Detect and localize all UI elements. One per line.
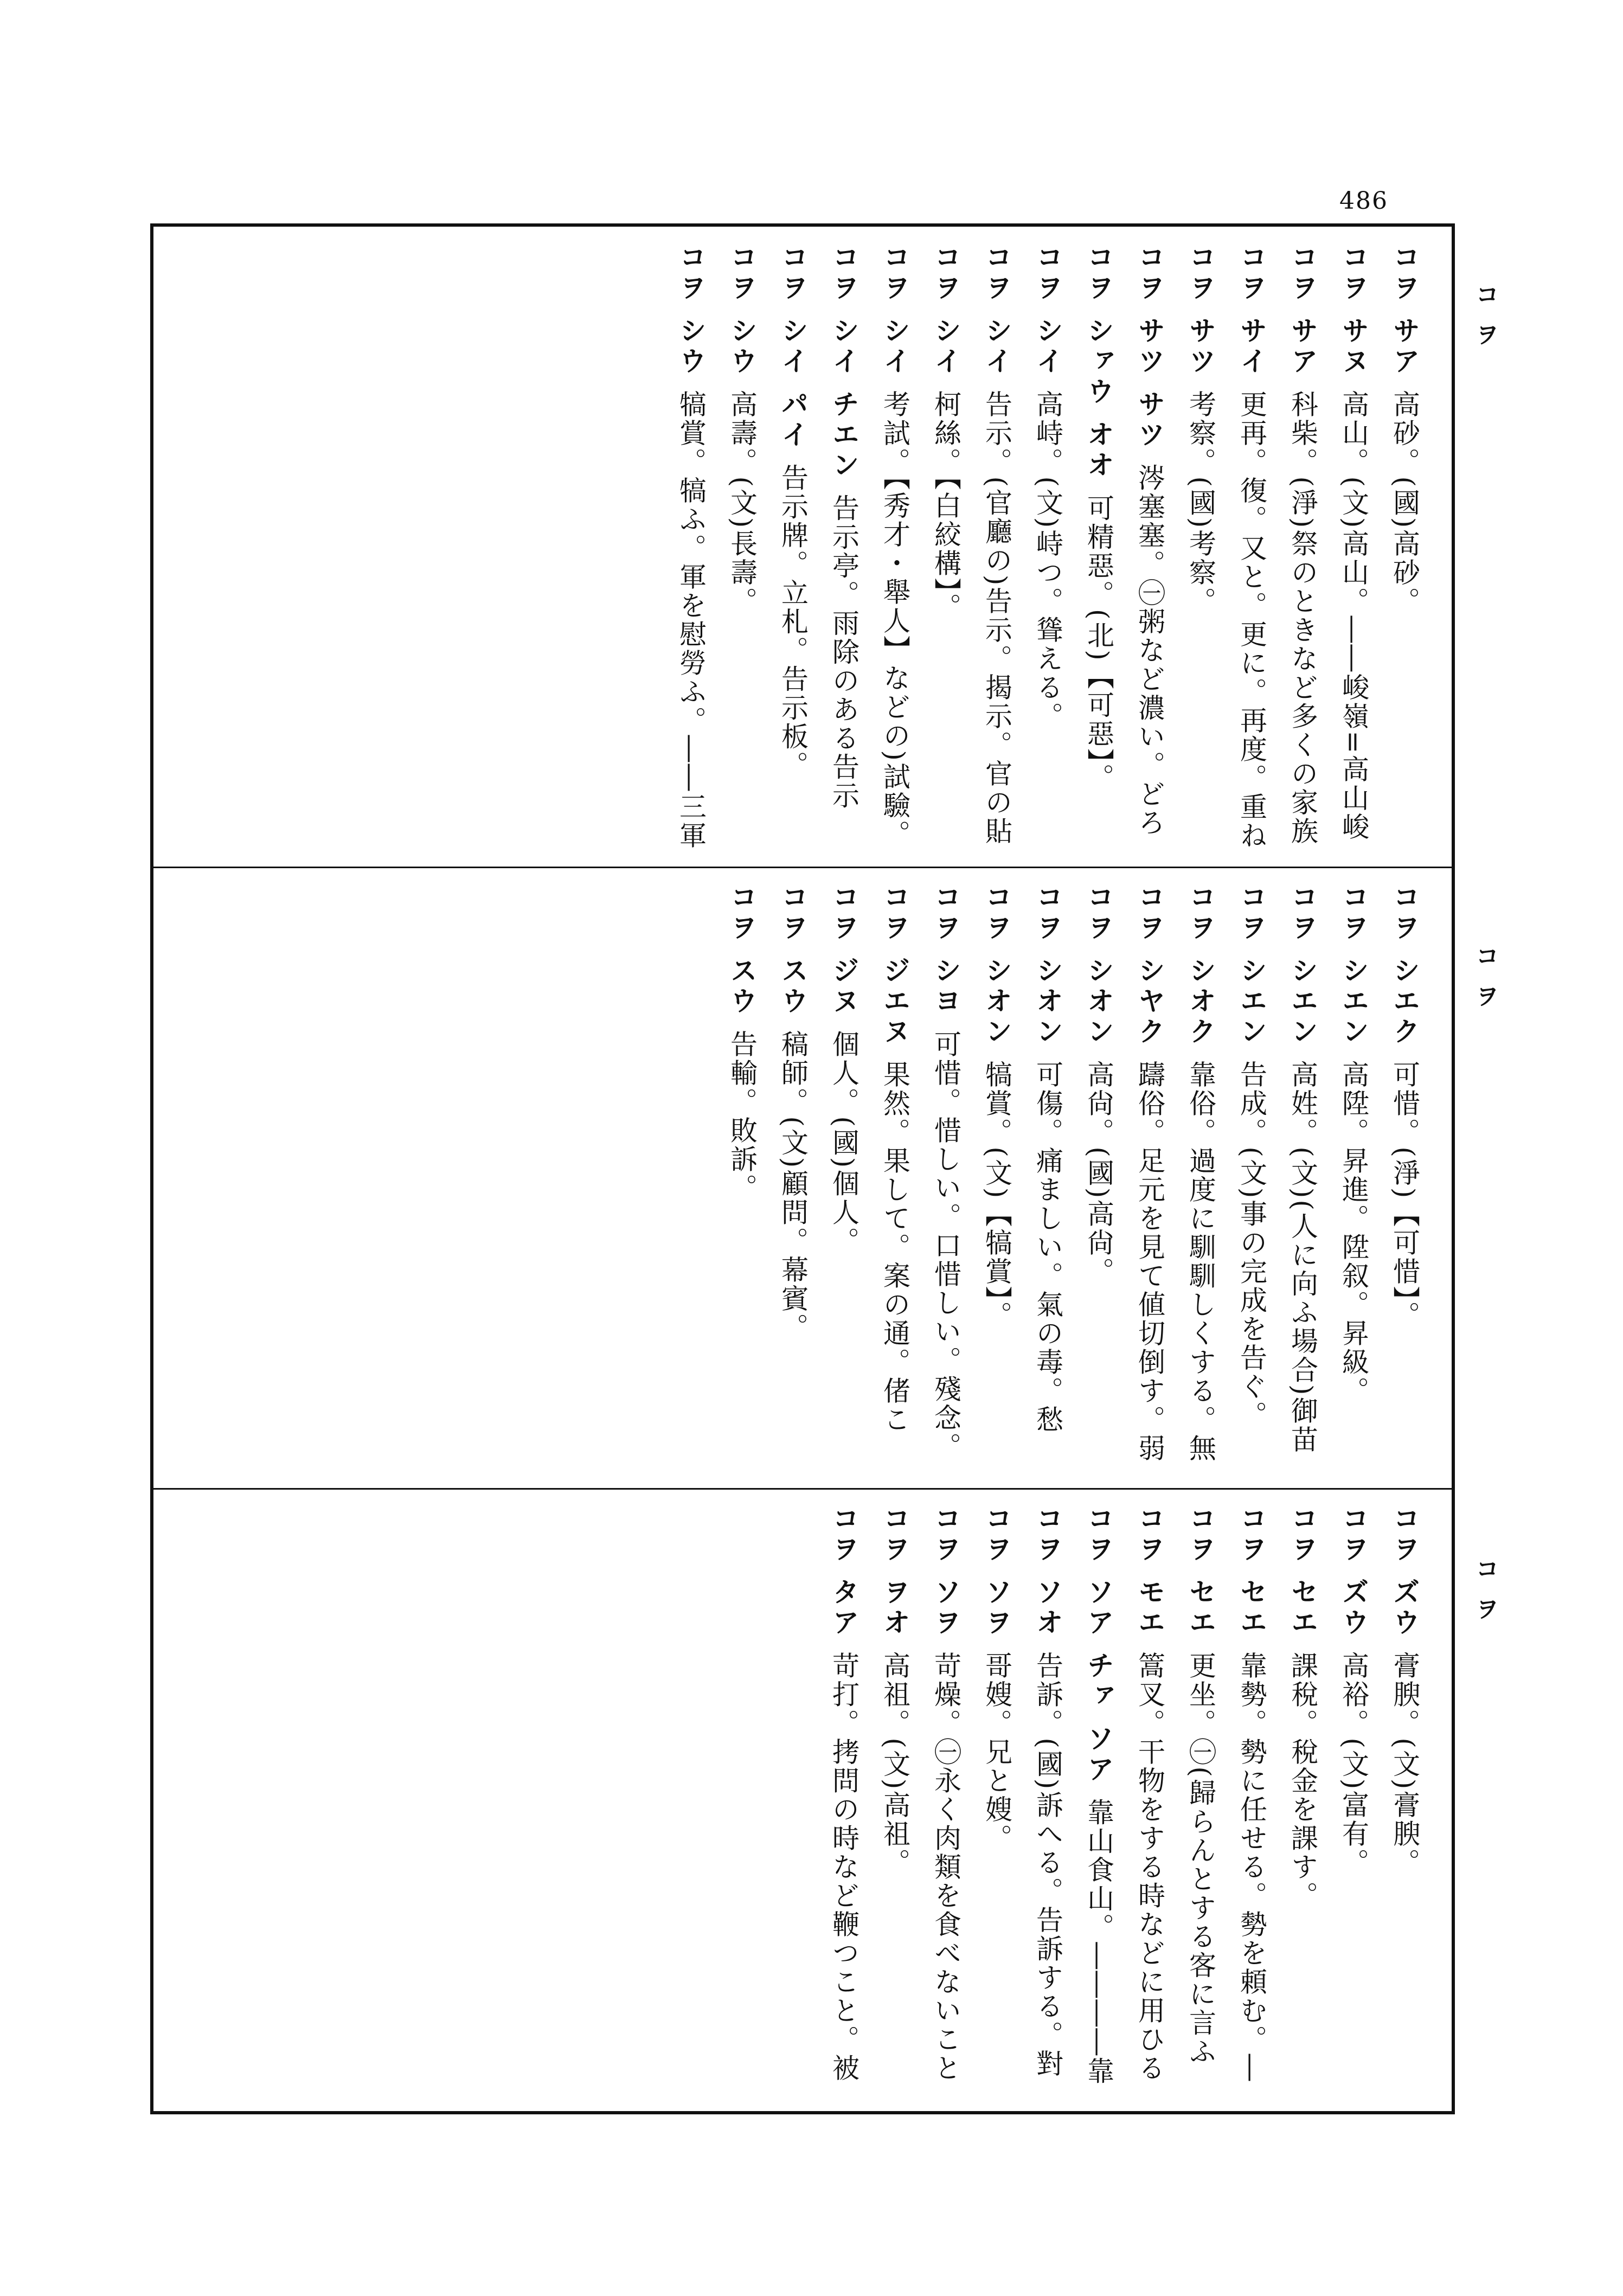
- dictionary-entry: [1175, 883, 1226, 1477]
- dictionary-entry: [920, 1504, 971, 2101]
- entry-headword: コヲ サツ サツ: [1134, 243, 1165, 451]
- entry-definition: 告示牌。立札。告示板。: [777, 463, 809, 780]
- entry-definition: 躊俗。足元を見て値切倒す。弱: [1134, 1060, 1165, 1463]
- entry-definition: 告成。(文)事の完成を告ぐ。: [1236, 1060, 1267, 1430]
- entry-definition: 課稅。稅金を課す。: [1287, 1651, 1318, 1910]
- entry-definition: 苛燥。㊀永く肉類を食べないこと: [930, 1651, 961, 2083]
- entry-definition: 考察。(國)考察。: [1185, 390, 1216, 616]
- entry-headword: コヲ シヨ: [930, 883, 961, 1017]
- tier-middle: [153, 867, 1452, 1488]
- entry-definition: 可傷。痛ましい。氣の毒。愁: [1032, 1060, 1063, 1434]
- tier-top: [153, 227, 1452, 867]
- entry-definition: 考試。【秀才・舉人】などの)試驗。: [879, 390, 910, 849]
- entry-headword: コヲ シイ: [1032, 243, 1063, 377]
- entry-headword: コヲ サツ: [1185, 243, 1216, 377]
- dictionary-entry: [1226, 883, 1277, 1477]
- dictionary-entry: [920, 883, 971, 1477]
- dictionary-entry: [716, 243, 767, 856]
- dictionary-entry: [1124, 243, 1175, 856]
- entry-headword: コヲ シイ: [879, 243, 910, 377]
- running-head-bottom: コヲ: [1471, 1556, 1499, 1637]
- dictionary-entry: [818, 883, 869, 1477]
- dictionary-entry: [1022, 243, 1073, 856]
- entry-headword: コヲ タア: [828, 1504, 859, 1639]
- entry-definition: 哥嫂。兄と嫂。: [981, 1651, 1012, 1853]
- entry-headword: コヲ サア: [1287, 243, 1318, 377]
- dictionary-entry: [1022, 883, 1073, 1477]
- entry-headword: コヲ ソア チァ ソア: [1083, 1504, 1114, 1786]
- entry-definition: 高陞。昇進。陞叙。昇級。: [1338, 1060, 1369, 1406]
- entry-headword: コヲ シオン: [981, 883, 1012, 1048]
- page-frame: [150, 223, 1455, 2114]
- entry-headword: コヲ シイ パイ: [777, 243, 809, 451]
- entry-definition: 可精惡。(北)【可惡】。: [1083, 493, 1114, 792]
- entry-headword: コヲ ヲオ: [879, 1504, 910, 1639]
- dictionary-entry: [1328, 883, 1379, 1477]
- entry-definition: 可惜。惜しい。口惜しい。殘念。: [930, 1030, 961, 1461]
- entry-definition: 篙叉。干物をする時などに用ひる: [1134, 1651, 1165, 2083]
- entry-definition: 柯絲。【白絞構】。: [930, 390, 961, 622]
- entry-headword: コヲ シヤク: [1134, 883, 1165, 1048]
- entry-definition: 高峙。(文)峙つ。聳える。: [1032, 390, 1063, 731]
- dictionary-entry: [1379, 883, 1430, 1477]
- dictionary-entry: [767, 243, 818, 856]
- entry-definition: 個人。(國)個人。: [828, 1030, 859, 1256]
- entry-definition: 可惜。(淨)【可惜】。: [1389, 1060, 1420, 1330]
- entry-definition: 果然。果して。案の通。偖こ: [879, 1060, 910, 1434]
- dictionary-entry: [665, 243, 716, 856]
- page-number: 486: [1339, 187, 1388, 215]
- entry-definition: 更坐。㊀(歸らんとする客に言ふ: [1185, 1651, 1216, 2066]
- entry-headword: コヲ ソオ: [1032, 1504, 1063, 1639]
- dictionary-entry: [1073, 883, 1124, 1477]
- dictionary-entry: [971, 1504, 1022, 2101]
- dictionary-entry: [767, 883, 818, 1477]
- dictionary-entry: [971, 883, 1022, 1477]
- dictionary-entry: [1379, 1504, 1430, 2101]
- entry-definition: 膏腴。(文)膏腴。: [1389, 1651, 1420, 1877]
- dictionary-entry: [1328, 243, 1379, 856]
- dictionary-entry: [1226, 1504, 1277, 2101]
- entry-definition: 高砂。(國)高砂。: [1389, 390, 1420, 616]
- entry-headword: コヲ シオン: [1083, 883, 1114, 1048]
- entry-headword: コヲ シエン: [1338, 883, 1369, 1048]
- entry-definition: 高山。(文)高山。――峻嶺=高山峻: [1338, 390, 1369, 842]
- entry-headword: コヲ サア: [1389, 243, 1420, 377]
- entry-headword: コヲ セエ: [1185, 1504, 1216, 1639]
- entry-headword: コヲ スウ: [777, 883, 809, 1017]
- dictionary-entry: [818, 1504, 869, 2101]
- dictionary-entry: [716, 883, 767, 1477]
- entry-definition: 高姓。(文)(人に向ふ場合)御苗: [1287, 1060, 1318, 1454]
- entry-headword: コヲ サヌ: [1338, 243, 1369, 377]
- dictionary-entry: [1175, 1504, 1226, 2101]
- entry-headword: コヲ シイ: [930, 243, 961, 377]
- entry-definition: 靠勢。勢に任せる。勢を頼む。―: [1236, 1651, 1267, 2083]
- entry-definition: 靠俗。過度に馴馴しくする。無: [1185, 1060, 1216, 1463]
- tier-bottom: [153, 1488, 1452, 2112]
- entry-headword: コヲ シオク: [1185, 883, 1216, 1048]
- entry-headword: コヲ シァウ オオ: [1083, 243, 1114, 481]
- entry-headword: コヲ ジエヌ: [879, 883, 910, 1048]
- entry-definition: 告訴。(國)訴へる。告訴する。對: [1032, 1651, 1063, 2079]
- entry-headword: コヲ スウ: [726, 883, 758, 1017]
- entry-definition: 稿師。(文)顧問。幕賓。: [777, 1030, 809, 1342]
- entry-headword: コヲ モエ: [1134, 1504, 1165, 1639]
- entry-headword: コヲ セエ: [1236, 1504, 1267, 1639]
- entry-definition: 高祖。(文)高祖。: [879, 1651, 910, 1877]
- entry-definition: 涔塞塞。㊀粥など濃い。どろ: [1134, 463, 1165, 837]
- entry-definition: 告示亭。雨除のある告示: [828, 493, 859, 810]
- entry-headword: コヲ シイ チエン: [828, 243, 859, 481]
- entry-headword: コヲ セエ: [1287, 1504, 1318, 1639]
- dictionary-entry: [1073, 243, 1124, 856]
- entry-headword: コヲ ソヲ: [981, 1504, 1012, 1639]
- entry-headword: コヲ シイ: [981, 243, 1012, 377]
- entry-definition: 高尙。(國)高尙。: [1083, 1060, 1114, 1286]
- dictionary-entry: [818, 243, 869, 856]
- dictionary-entry: [1226, 243, 1277, 856]
- dictionary-entry: [920, 243, 971, 856]
- entry-headword: コヲ シエン: [1287, 883, 1318, 1048]
- entry-definition: 犒賞。犒ふ。軍を慰勞ふ。――三軍: [675, 390, 707, 850]
- dictionary-entry: [1328, 1504, 1379, 2101]
- entry-definition: 犒賞。(文)【犒賞】。: [981, 1060, 1012, 1330]
- entry-column-group: [175, 883, 1430, 1477]
- entry-headword: コヲ ジヌ: [828, 883, 859, 1017]
- entry-definition: 更再。復。又と。更に。再度。重ね: [1236, 390, 1267, 850]
- entry-definition: 告示。(官廳の)告示。揭示。官の貼: [981, 390, 1012, 846]
- dictionary-entry: [1124, 883, 1175, 1477]
- dictionary-entry: [1175, 243, 1226, 856]
- dictionary-entry: [1379, 243, 1430, 856]
- dictionary-entry: [1277, 1504, 1328, 2101]
- entry-definition: 苛打。拷問の時など鞭つこと。被: [828, 1651, 859, 2083]
- dictionary-entry: [1277, 883, 1328, 1477]
- dictionary-entry: [971, 243, 1022, 856]
- entry-definition: 高壽。(文)長壽。: [726, 390, 758, 616]
- dictionary-entry: [869, 883, 920, 1477]
- dictionary-entry: [869, 243, 920, 856]
- running-head-top: コヲ: [1471, 282, 1499, 362]
- dictionary-entry: [1124, 1504, 1175, 2101]
- entry-column-group: [175, 1504, 1430, 2101]
- entry-headword: コヲ シウ: [726, 243, 758, 377]
- entry-column-group: [175, 243, 1430, 856]
- entry-headword: コヲ シエク: [1389, 883, 1420, 1048]
- entry-headword: コヲ シオン: [1032, 883, 1063, 1048]
- entry-definition: 告輸。敗訴。: [726, 1030, 758, 1203]
- entry-definition: 科柴。(淨)祭のときなど多くの家族: [1287, 390, 1318, 846]
- entry-headword: コヲ ズウ: [1338, 1504, 1369, 1639]
- entry-headword: コヲ サイ: [1236, 243, 1267, 377]
- entry-definition: 高裕。(文)富有。: [1338, 1651, 1369, 1877]
- entry-headword: コヲ シエン: [1236, 883, 1267, 1048]
- dictionary-entry: [1073, 1504, 1124, 2101]
- entry-definition: 靠山食山。――――靠: [1083, 1798, 1114, 2086]
- dictionary-entry: [1277, 243, 1328, 856]
- dictionary-entry: [1022, 1504, 1073, 2101]
- entry-headword: コヲ シウ: [675, 243, 707, 377]
- entry-headword: コヲ ズウ: [1389, 1504, 1420, 1639]
- entry-headword: コヲ ソヲ: [930, 1504, 961, 1639]
- running-head-middle: コヲ: [1471, 944, 1499, 1024]
- dictionary-entry: [869, 1504, 920, 2101]
